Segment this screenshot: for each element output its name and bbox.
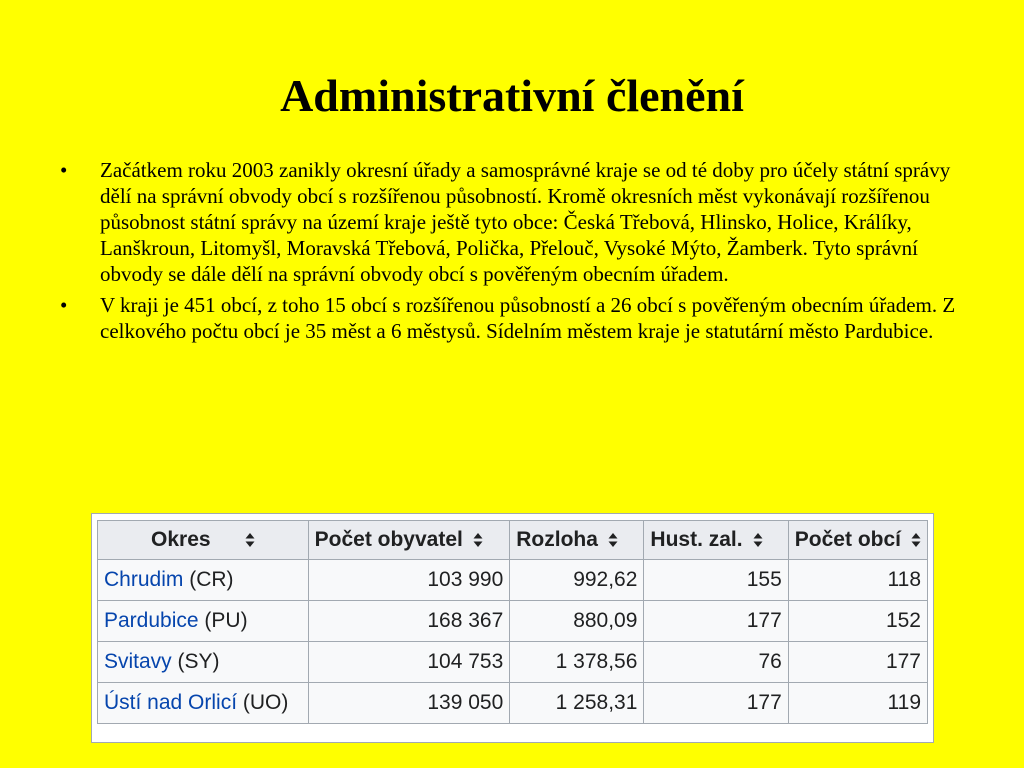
bullet-list — [58, 157, 970, 349]
municipalities-cell: 118 — [788, 560, 927, 601]
table-row — [98, 601, 928, 642]
area-cell: 1 258,31 — [510, 683, 644, 724]
column-header-label: Hust. zal. — [650, 528, 743, 551]
bullet-icon: • — [60, 158, 68, 182]
column-header-label: Počet obyvatel — [314, 528, 463, 551]
district-cell — [98, 560, 309, 601]
slide-title: Administrativní členění — [280, 70, 744, 121]
density-cell: 76 — [644, 642, 788, 683]
district-link[interactable]: Svitavy — [104, 650, 172, 673]
column-header-label: Počet obcí — [794, 528, 901, 551]
bullet-item — [58, 157, 970, 287]
district-code: (UO) — [242, 691, 289, 714]
district-link[interactable]: Ústí nad Orlicí — [104, 691, 238, 714]
districts-table-image — [91, 513, 934, 743]
area-cell: 880,09 — [510, 601, 644, 642]
district-cell — [98, 642, 309, 683]
municipalities-cell: 152 — [788, 601, 927, 642]
population-cell: 104 753 — [308, 642, 510, 683]
table-row — [98, 560, 928, 601]
population-cell: 139 050 — [308, 683, 510, 724]
bullet-icon: • — [60, 293, 68, 317]
density-cell: 177 — [644, 683, 788, 724]
column-header-area[interactable] — [510, 521, 644, 560]
table-row — [98, 683, 928, 724]
municipalities-cell: 177 — [788, 642, 927, 683]
population-cell: 103 990 — [308, 560, 510, 601]
bullet-text: Začátkem roku 2003 zanikly okresní úřady a samosprávné kraje se od té doby pro účely státní správy dělí na správní obvody obcí s rozšířenou působností. Kromě okresních měst vykonávají rozšířenou působnost státní správy na území kraje ještě tyto obce: Česká Třebová, Hlinsko, Holice, Králíky, Lanškroun, Litomyšl, Moravská Třebová, Polička, Přelouč, Vysoké Mýto, Žamberk. Tyto správní obvody se dále dělí na správní obvody obcí s pověřeným obecním úřadem. — [100, 158, 951, 286]
district-cell — [98, 601, 309, 642]
district-link[interactable]: Chrudim — [104, 568, 184, 591]
bullet-text: V kraji je 451 obcí, z toho 15 obcí s rozšířenou působností a 26 obcí s pověřeným obecním úřadem. Z celkového počtu obcí je 35 měst a 6 městysů. Sídelním městem kraje je statutární město Pardubice. — [100, 293, 956, 343]
column-header-population[interactable] — [308, 521, 510, 560]
population-cell: 168 367 — [308, 601, 510, 642]
district-link[interactable]: Pardubice — [104, 609, 199, 632]
sort-updown-icon[interactable] — [753, 532, 763, 548]
column-header-label: Rozloha — [516, 528, 598, 551]
density-cell: 177 — [644, 601, 788, 642]
districts-table — [97, 520, 928, 724]
bullet-item — [58, 292, 970, 344]
district-cell — [98, 683, 309, 724]
area-cell: 992,62 — [510, 560, 644, 601]
column-header-density[interactable] — [644, 521, 788, 560]
area-cell: 1 378,56 — [510, 642, 644, 683]
column-header-label: Okres — [151, 528, 211, 551]
municipalities-cell: 119 — [788, 683, 927, 724]
column-header-municipalities[interactable] — [788, 521, 927, 560]
district-code: (CR) — [189, 568, 234, 591]
district-code: (PU) — [204, 609, 248, 632]
sort-updown-icon[interactable] — [473, 532, 483, 548]
table-row — [98, 642, 928, 683]
sort-updown-icon[interactable] — [608, 532, 618, 548]
density-cell: 155 — [644, 560, 788, 601]
table-header-row — [98, 521, 928, 560]
column-header-okres[interactable] — [98, 521, 309, 560]
district-code: (SY) — [177, 650, 220, 673]
sort-updown-icon[interactable] — [911, 532, 921, 548]
sort-updown-icon[interactable] — [245, 532, 255, 548]
